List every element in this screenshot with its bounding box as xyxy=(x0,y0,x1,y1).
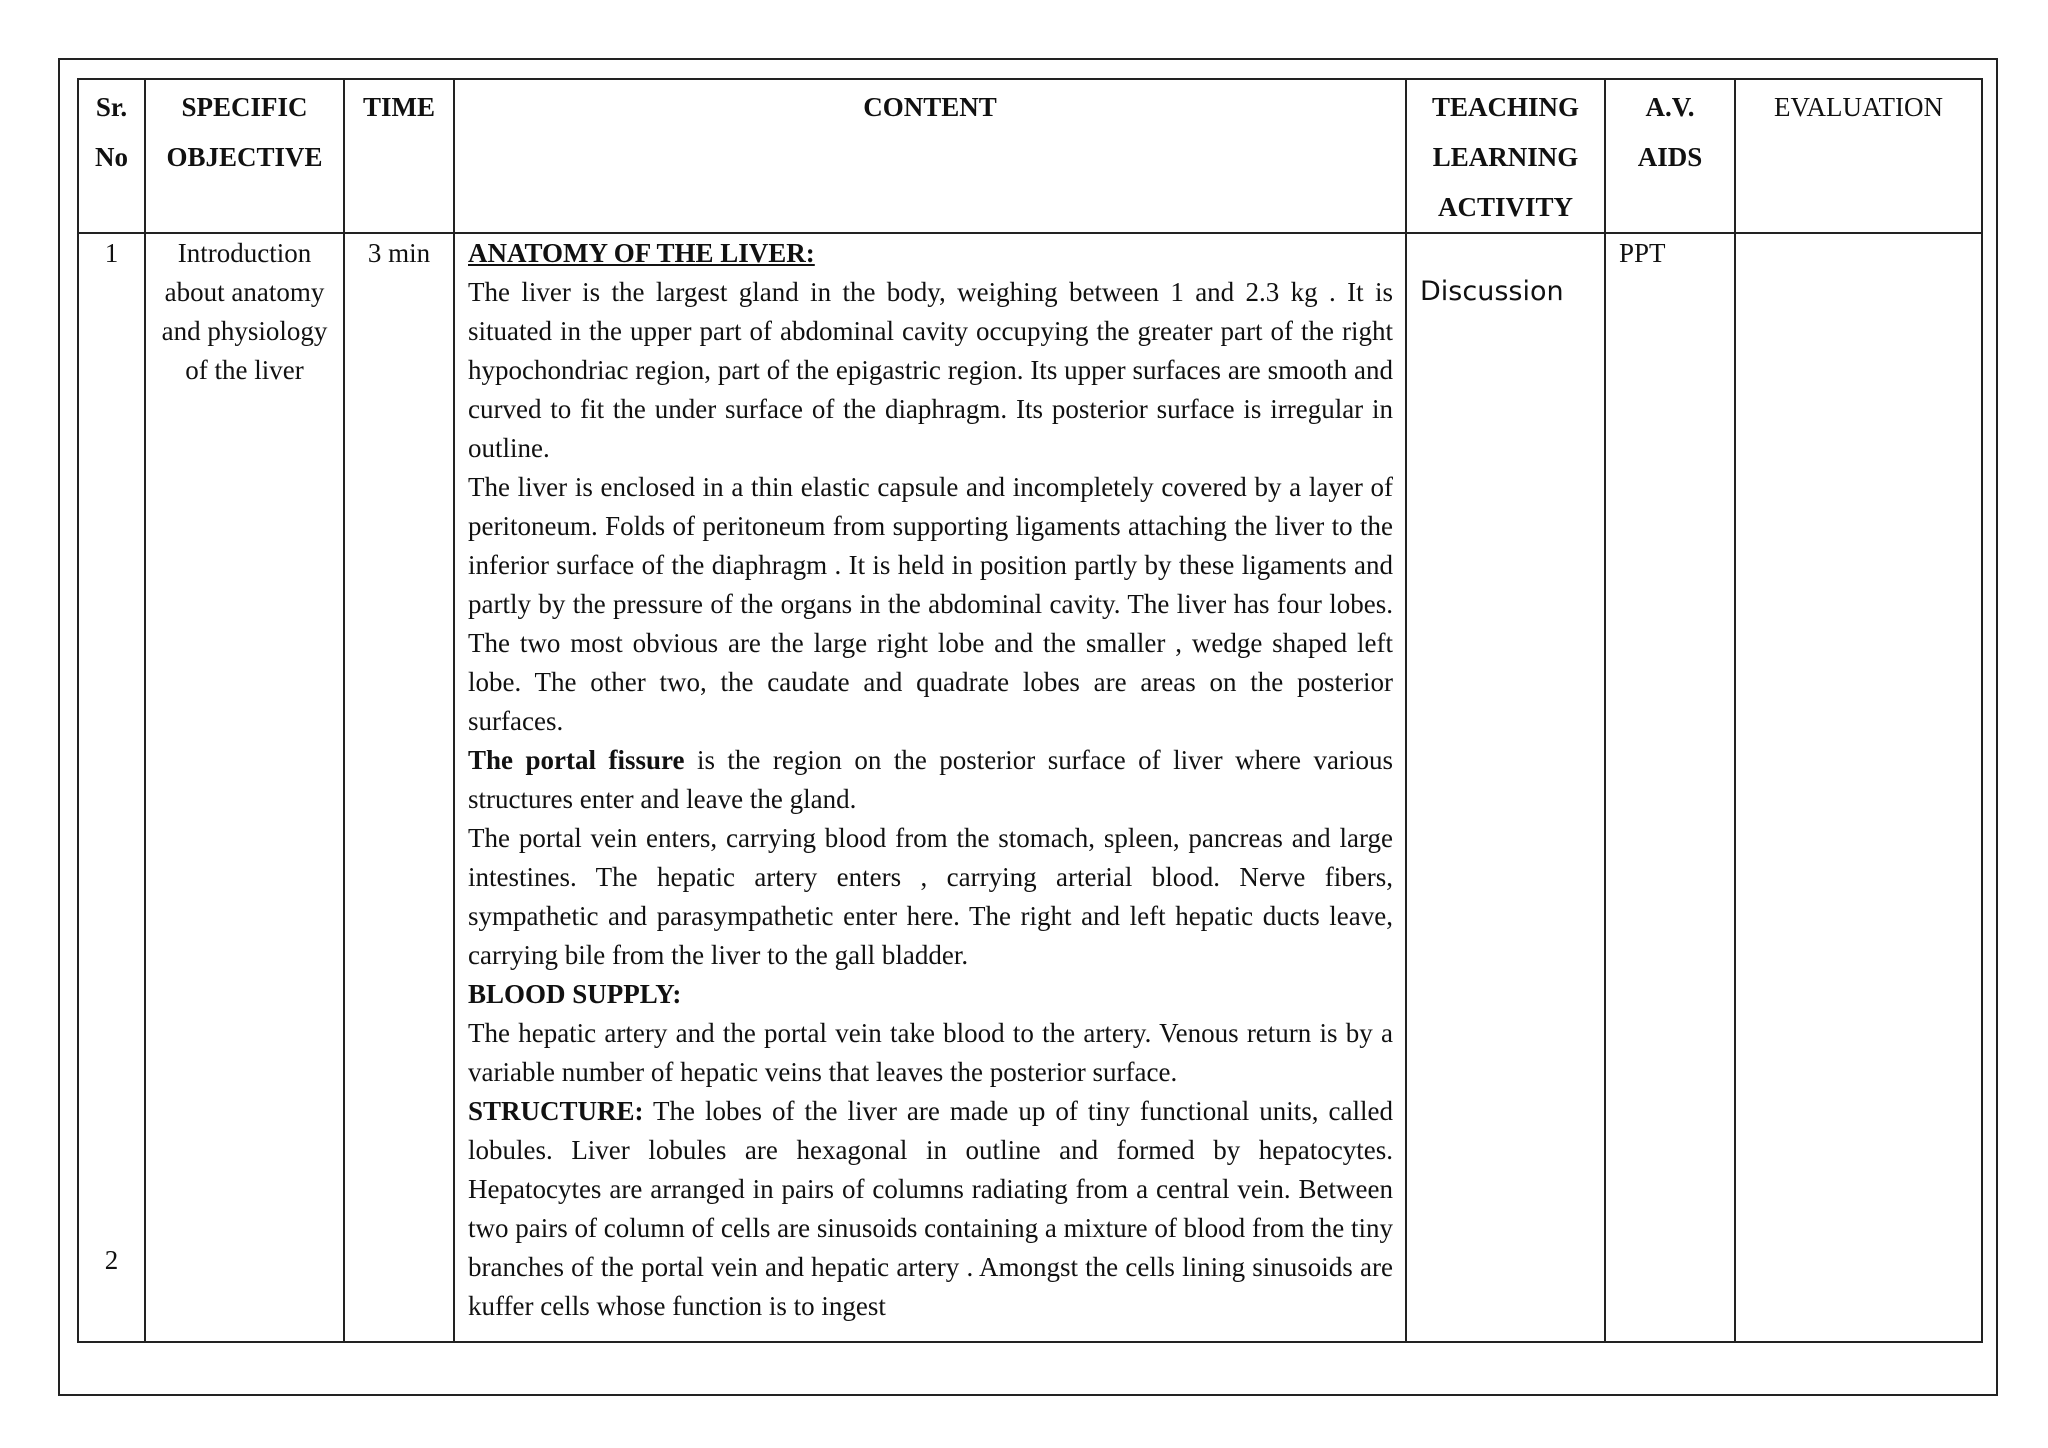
header-evaluation: EVALUATION xyxy=(1735,79,1982,233)
cell-av-aids: PPT xyxy=(1605,233,1735,1342)
content-paragraph-3: The portal fissure is the region on the posterior surface of liver where various structures enter and leave the gland. xyxy=(468,745,1393,814)
content-paragraph-1: The liver is the largest gland in the body, weighing between 1 and 2.3 kg . It is situated in the upper part of abdominal cavity occupying the greater part of the right hypochondriac region, part of the epigastric region. Its upper surfaces are smooth and curved to fit the under surface of the diaphragm. Its posterior surface is irregular in outline. xyxy=(468,277,1393,463)
content-paragraph-2: The liver is enclosed in a thin elastic capsule and incompletely covered by a layer of peritoneum. Folds of peritoneum from supporting ligaments attaching the liver to the inferior surface of the diaphragm . It is held in position partly by these ligaments and partly by the pressure of the organs in the abdominal cavity. The liver has four lobes. The two most obvious are the large right lobe and the smaller , wedge shaped left lobe. The other two, the caudate and quadrate lobes are areas on the posterior surfaces. xyxy=(468,472,1393,736)
header-av-aids: A.V. AIDS xyxy=(1605,79,1735,233)
cell-evaluation xyxy=(1735,233,1982,1342)
cell-srno xyxy=(78,233,145,1342)
header-time: TIME xyxy=(344,79,454,233)
serial-number-1: 1 xyxy=(104,238,119,268)
cell-teaching-activity: Discussion xyxy=(1406,233,1605,1342)
table-row xyxy=(78,233,1982,1342)
content-paragraph-6: STRUCTURE: The lobes of the liver are made up of tiny functional units, called lobules. Liver lobules are hexagonal in outline and formed by hepatocytes. Hepatocytes are arranged in pairs of columns radiating from a central vein. Between two pairs of column of cells are sinusoids containing a mixture of blood from the tiny branches of the portal vein and hepatic artery . Amongst the cells lining sinusoids are kuffer cells whose function is to ingest xyxy=(468,1096,1393,1321)
cell-specific-objective: Introduction about anatomy and physiology of the liver xyxy=(145,233,344,1342)
serial-number-2: 2 xyxy=(104,1245,119,1275)
header-teaching-learning-activity: TEACHING LEARNING ACTIVITY xyxy=(1406,79,1605,233)
content-paragraph-5: The hepatic artery and the portal vein take blood to the artery. Venous return is by a variable number of hepatic veins that leaves the posterior surface. xyxy=(468,1018,1393,1087)
cell-content xyxy=(454,233,1406,1342)
header-srno: Sr. No xyxy=(78,79,145,233)
structure-heading: STRUCTURE: xyxy=(468,1096,644,1126)
header-content: CONTENT xyxy=(454,79,1406,233)
blood-supply-heading: BLOOD SUPPLY: xyxy=(468,979,682,1009)
cell-time: 3 min xyxy=(344,233,454,1342)
lesson-plan-table xyxy=(77,78,1983,1343)
content-heading: ANATOMY OF THE LIVER: xyxy=(468,238,815,268)
header-specific-objective: SPECIFIC OBJECTIVE xyxy=(145,79,344,233)
portal-fissure-term: The portal fissure xyxy=(468,745,685,775)
header-row xyxy=(78,79,1982,233)
content-paragraph-4: The portal vein enters, carrying blood from the stomach, spleen, pancreas and large intestines. The hepatic artery enters , carrying arterial blood. Nerve fibers, sympathetic and parasympathetic enter here. The right and left hepatic ducts leave, carrying bile from the liver to the gall bladder. xyxy=(468,823,1393,970)
